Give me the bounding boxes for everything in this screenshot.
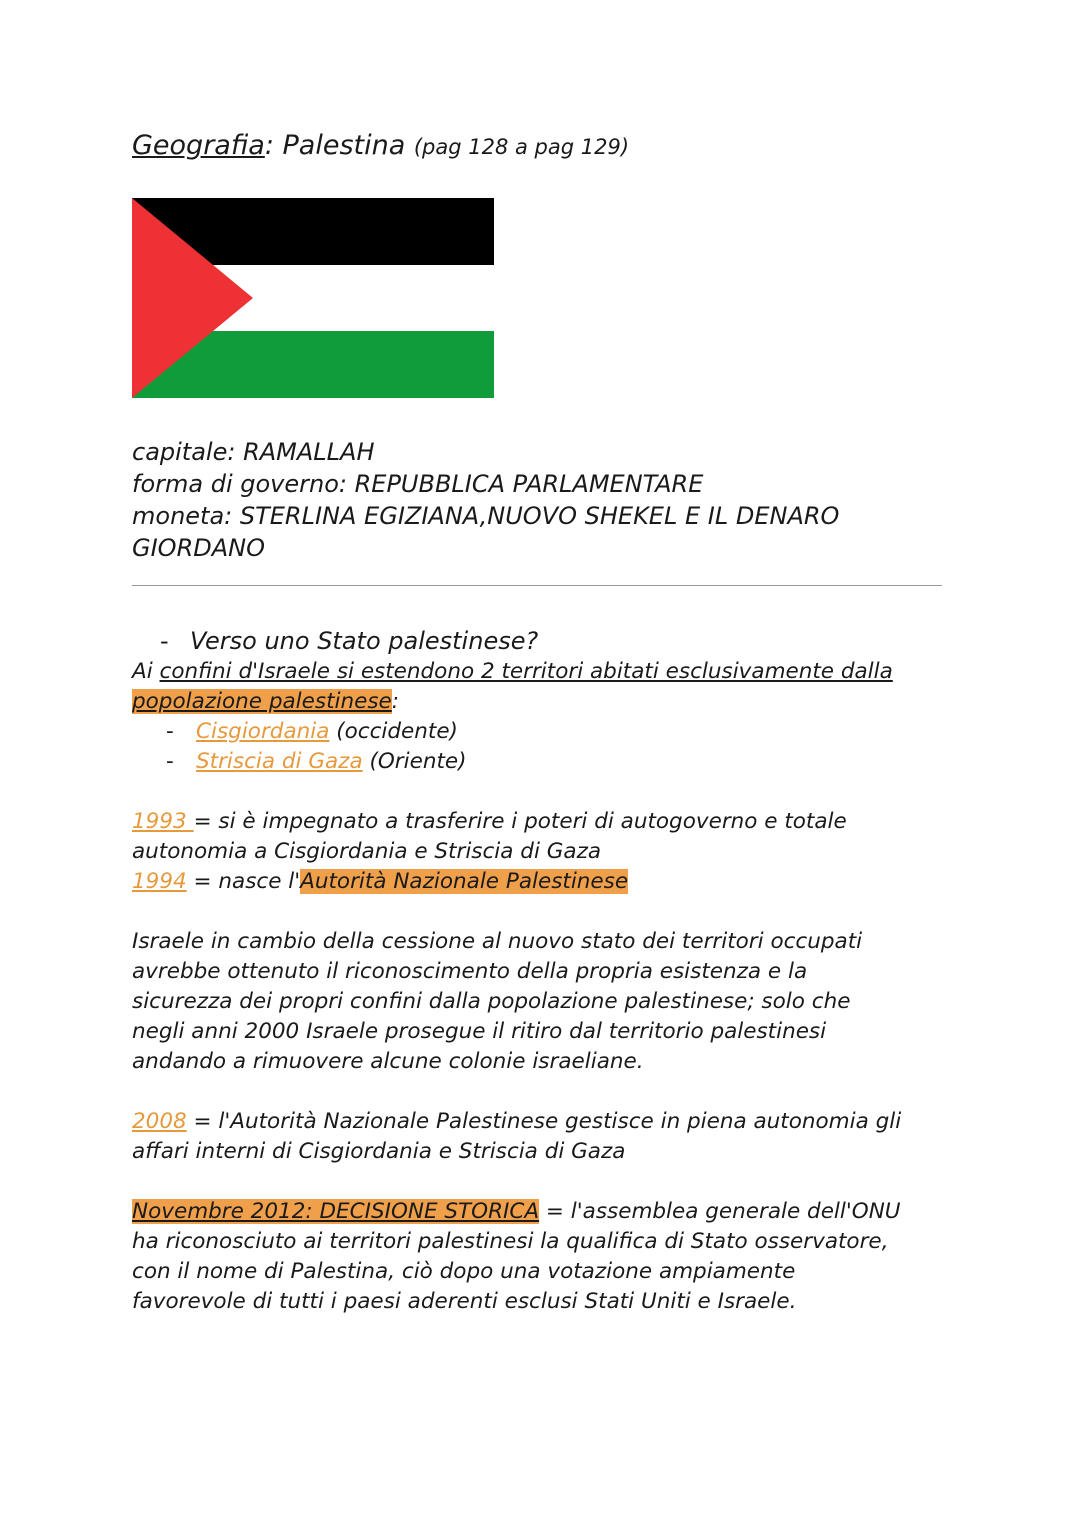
bullet-dash: - [166, 719, 174, 744]
timeline-1994: 1994 = nasce l'Autorità Nazionale Palestinese [132, 869, 629, 894]
timeline-2012-line1: Novembre 2012: DECISIONE STORICA = l'assemblea generale dell'ONU [132, 1199, 901, 1224]
link-striscia-di-gaza[interactable]: Striscia di Gaza [196, 749, 363, 774]
highlight-popolazione: popolazione palestinese [132, 689, 392, 714]
section-heading: - Verso uno Stato palestinese? [160, 624, 538, 658]
info-governo: forma di governo: REPUBBLICA PARLAMENTARE [132, 470, 704, 498]
section-intro-line1: Ai confini d'Israele si estendono 2 territori abitati esclusivamente dalla [132, 659, 893, 684]
year-2008[interactable]: 2008 [132, 1109, 187, 1134]
info-moneta-line2: GIORDANO [132, 534, 265, 562]
section-intro-line2: popolazione palestinese: [132, 689, 400, 714]
title-subject: Geografia [132, 130, 265, 161]
timeline-2012-rest: ha riconosciuto ai territori palestinesi la qualifica di Stato osservatore, con il nome di Palestina, ciò dopo una votazione ampiamente favorevole di tutti i paesi aderenti esclusi Stati Uniti e Israele. [132, 1229, 889, 1314]
timeline-1993-line1: 1993 = si è impegnato a trasferire i poteri di autogoverno e totale [132, 809, 847, 834]
bullet-dash: - [166, 749, 174, 774]
title-pages: (pag 128 a pag 129) [413, 135, 630, 159]
bullet-dash: - [160, 627, 169, 655]
highlight-anp: Autorità Nazionale Palestinese [300, 869, 629, 894]
highlight-novembre-2012: Novembre 2012: DECISIONE STORICA [132, 1199, 540, 1224]
title-topic: : Palestina [264, 130, 414, 161]
country-info [132, 436, 839, 564]
info-capitale: capitale: RAMALLAH [132, 438, 375, 466]
list-item: - Cisgiordania (occidente) [166, 717, 458, 747]
year-1993[interactable]: 1993 [132, 809, 194, 834]
page-title [132, 128, 629, 165]
horizontal-divider [132, 585, 942, 586]
timeline-2008-line2: affari interni di Cisgiordania e Striscia di Gaza [132, 1139, 626, 1164]
timeline-2008-line1: 2008 = l'Autorità Nazionale Palestinese gestisce in piena autonomia gli [132, 1109, 902, 1134]
palestine-flag-image [132, 198, 494, 398]
paragraph-israele: Israele in cambio della cessione al nuovo stato dei territori occupati avrebbe ottenuto il riconoscimento della propria esistenza e la sicurezza dei propri confini dalla popolazione palestinese; solo che negli anni 2000 Israele prosegue il ritiro dal territorio palestinesi andando a rimuovere alcune colonie israeliane. [132, 929, 863, 1074]
year-1994[interactable]: 1994 [132, 869, 187, 894]
list-item: - Striscia di Gaza (Oriente) [166, 747, 467, 777]
info-moneta-line1: moneta: STERLINA EGIZIANA,NUOVO SHEKEL E IL DENARO [132, 502, 840, 530]
timeline-1993-line2: autonomia a Cisgiordania e Striscia di Gaza [132, 839, 602, 864]
link-cisgiordania[interactable]: Cisgiordania [196, 719, 330, 744]
